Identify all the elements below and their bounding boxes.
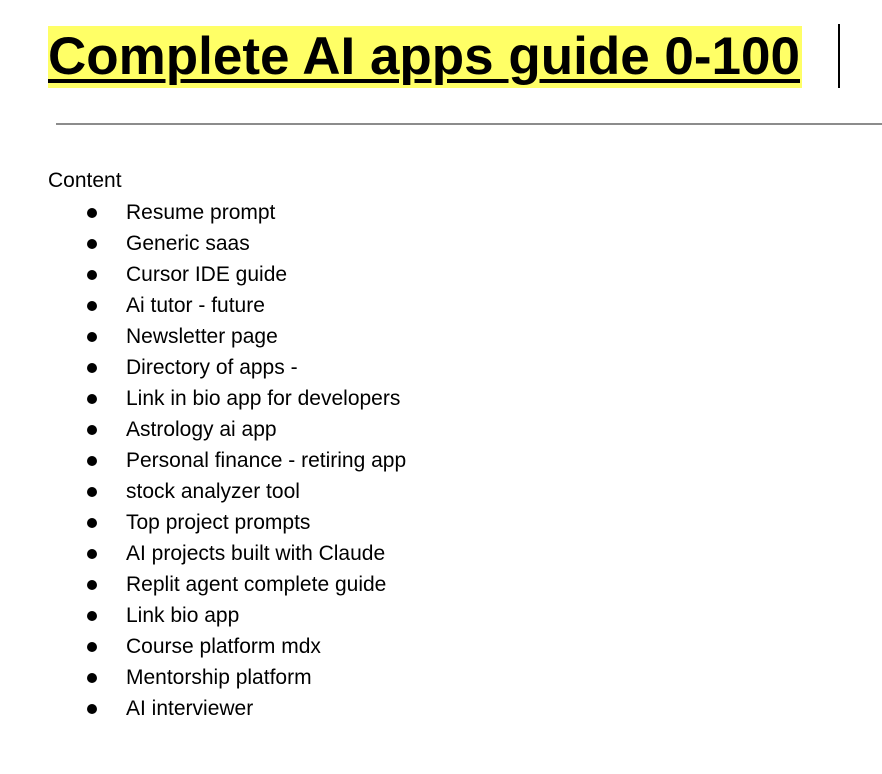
text-cursor bbox=[838, 24, 840, 88]
list-item-label: Directory of apps - bbox=[126, 356, 298, 379]
bullet-icon bbox=[87, 301, 97, 311]
list-item-label: Personal finance - retiring app bbox=[126, 449, 407, 472]
bullet-icon bbox=[87, 363, 97, 373]
bullet-icon bbox=[87, 580, 97, 590]
list-item-label: Mentorship platform bbox=[126, 666, 312, 689]
bullet-icon bbox=[87, 394, 97, 404]
list-item-label: Generic saas bbox=[126, 232, 250, 255]
bullet-icon bbox=[87, 208, 97, 218]
bullet-icon bbox=[87, 487, 97, 497]
bullet-icon bbox=[87, 239, 97, 249]
bullet-icon bbox=[87, 332, 97, 342]
bullet-icon bbox=[87, 518, 97, 528]
content-section-label[interactable]: Content bbox=[48, 169, 122, 192]
list-item-label: stock analyzer tool bbox=[126, 480, 300, 503]
list-item-label: Link bio app bbox=[126, 604, 240, 627]
bullet-icon bbox=[87, 549, 97, 559]
list-item-label: Newsletter page bbox=[126, 325, 278, 348]
list-item-label: AI interviewer bbox=[126, 697, 254, 720]
bullet-icon bbox=[87, 642, 97, 652]
list-item-label: Astrology ai app bbox=[126, 418, 277, 441]
document-title[interactable]: Complete AI apps guide 0-100 bbox=[48, 27, 800, 86]
bullet-icon bbox=[87, 270, 97, 280]
horizontal-divider bbox=[56, 123, 882, 125]
bullet-icon bbox=[87, 456, 97, 466]
list-item-label: Replit agent complete guide bbox=[126, 573, 387, 596]
list-item-label: Ai tutor - future bbox=[126, 294, 265, 317]
bullet-icon bbox=[87, 704, 97, 714]
list-item-label: Course platform mdx bbox=[126, 635, 321, 658]
list-item-label: Top project prompts bbox=[126, 511, 311, 534]
bullet-icon bbox=[87, 611, 97, 621]
bullet-icon bbox=[87, 673, 97, 683]
list-item-label: Resume prompt bbox=[126, 201, 276, 224]
bullet-icon bbox=[87, 425, 97, 435]
list-item-label: AI projects built with Claude bbox=[126, 542, 386, 565]
list-item-label: Cursor IDE guide bbox=[126, 263, 288, 286]
list-item-label: Link in bio app for developers bbox=[126, 387, 401, 410]
